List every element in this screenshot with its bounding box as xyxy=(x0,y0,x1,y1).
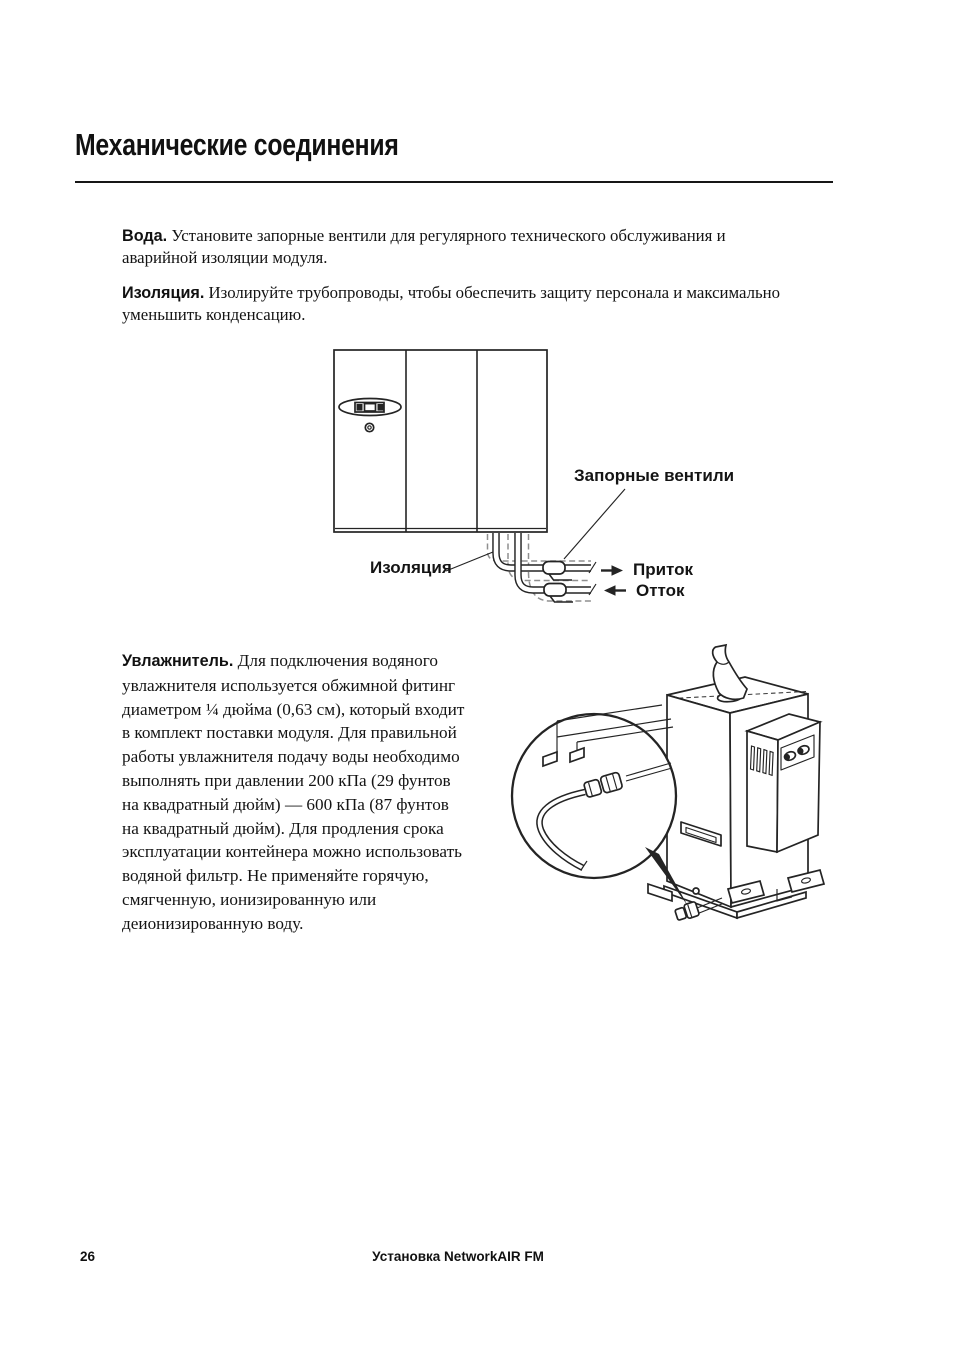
top-hose-icon xyxy=(713,645,747,703)
humidifier-lead: Увлажнитель. xyxy=(122,652,234,670)
paragraph-insulation xyxy=(122,282,780,325)
paragraph-humidifier xyxy=(122,649,464,936)
humidifier-line-1: Для подключения водяного xyxy=(237,651,438,670)
control-box xyxy=(747,714,820,852)
humidifier-line: на квадратный дюйм) — 600 кПа (87 фунтов xyxy=(122,794,449,814)
humidifier-line: на квадратный дюйм). Для продления срока xyxy=(122,818,444,838)
inflow-arrow-icon xyxy=(601,565,623,575)
title-rule xyxy=(75,181,833,183)
vent-slots-icon xyxy=(751,746,774,775)
compression-fitting-icon xyxy=(583,763,672,798)
humidifier-line: деионизированную воду. xyxy=(122,913,304,933)
leader-lines xyxy=(446,489,625,571)
insulation-line-2: уменьшить конденсацию. xyxy=(122,305,306,324)
humidifier-line: эксплуатации контейнера можно использовать xyxy=(122,842,462,862)
footer-doc-title: Установка NetworkAIR FM xyxy=(372,1249,544,1264)
handle-slot-icon xyxy=(681,822,721,846)
outflow-arrow-icon xyxy=(604,585,626,595)
power-button-icon xyxy=(365,423,373,431)
inflow-label: Приток xyxy=(633,560,694,579)
switch-panel-icon xyxy=(781,735,814,770)
pointer-wedge-icon xyxy=(645,847,688,906)
water-line-1: Установите запорные вентили для регулярного технического обслуживания и xyxy=(171,226,726,245)
insulation-lead: Изоляция. xyxy=(122,284,205,302)
module-cabinet xyxy=(334,350,547,532)
shutoff-valves-label: Запорные вентили xyxy=(574,466,735,485)
inlet-fitting-icon xyxy=(674,898,723,922)
humidifier-base-feet xyxy=(648,870,824,918)
water-line-2: аварийной изоляции модуля. xyxy=(122,248,328,267)
humidifier-line: смягченную, ионизированную или xyxy=(122,889,377,909)
humidifier-line: водяной фильтр. Не применяйте горячую, xyxy=(122,866,429,886)
page-title: Механические соединения xyxy=(75,127,399,162)
bracket-detail xyxy=(543,705,673,766)
outflow-label: Отток xyxy=(636,581,685,600)
humidifier-line: диаметром ¼ дюйма (0,63 см), который входит xyxy=(122,699,465,719)
insulated-pipes xyxy=(488,533,597,601)
shutoff-valve-icon xyxy=(543,562,573,603)
paragraph-water xyxy=(122,225,726,268)
display-bezel-icon xyxy=(339,399,401,416)
humidifier-unit xyxy=(667,645,808,907)
water-supply-tube-icon xyxy=(540,792,587,870)
humidifier-line: в комплект поставки модуля. Для правильной xyxy=(122,723,457,743)
insulation-line-1: Изолируйте трубопроводы, чтобы обеспечить защиту персонала и максимально xyxy=(208,283,781,302)
humidifier-line: увлажнителя используется обжимной фитинг xyxy=(122,675,456,695)
insulation-label: Изоляция xyxy=(370,558,452,577)
magnifier-detail-circle xyxy=(512,705,676,878)
water-lead: Вода. xyxy=(122,227,168,245)
humidifier-line: работы увлажнителя подачу воды необходимо xyxy=(122,747,460,767)
page-number: 26 xyxy=(80,1249,96,1264)
humidifier-line: выполнять при давлении 200 кПа (29 фунтов xyxy=(122,770,451,790)
